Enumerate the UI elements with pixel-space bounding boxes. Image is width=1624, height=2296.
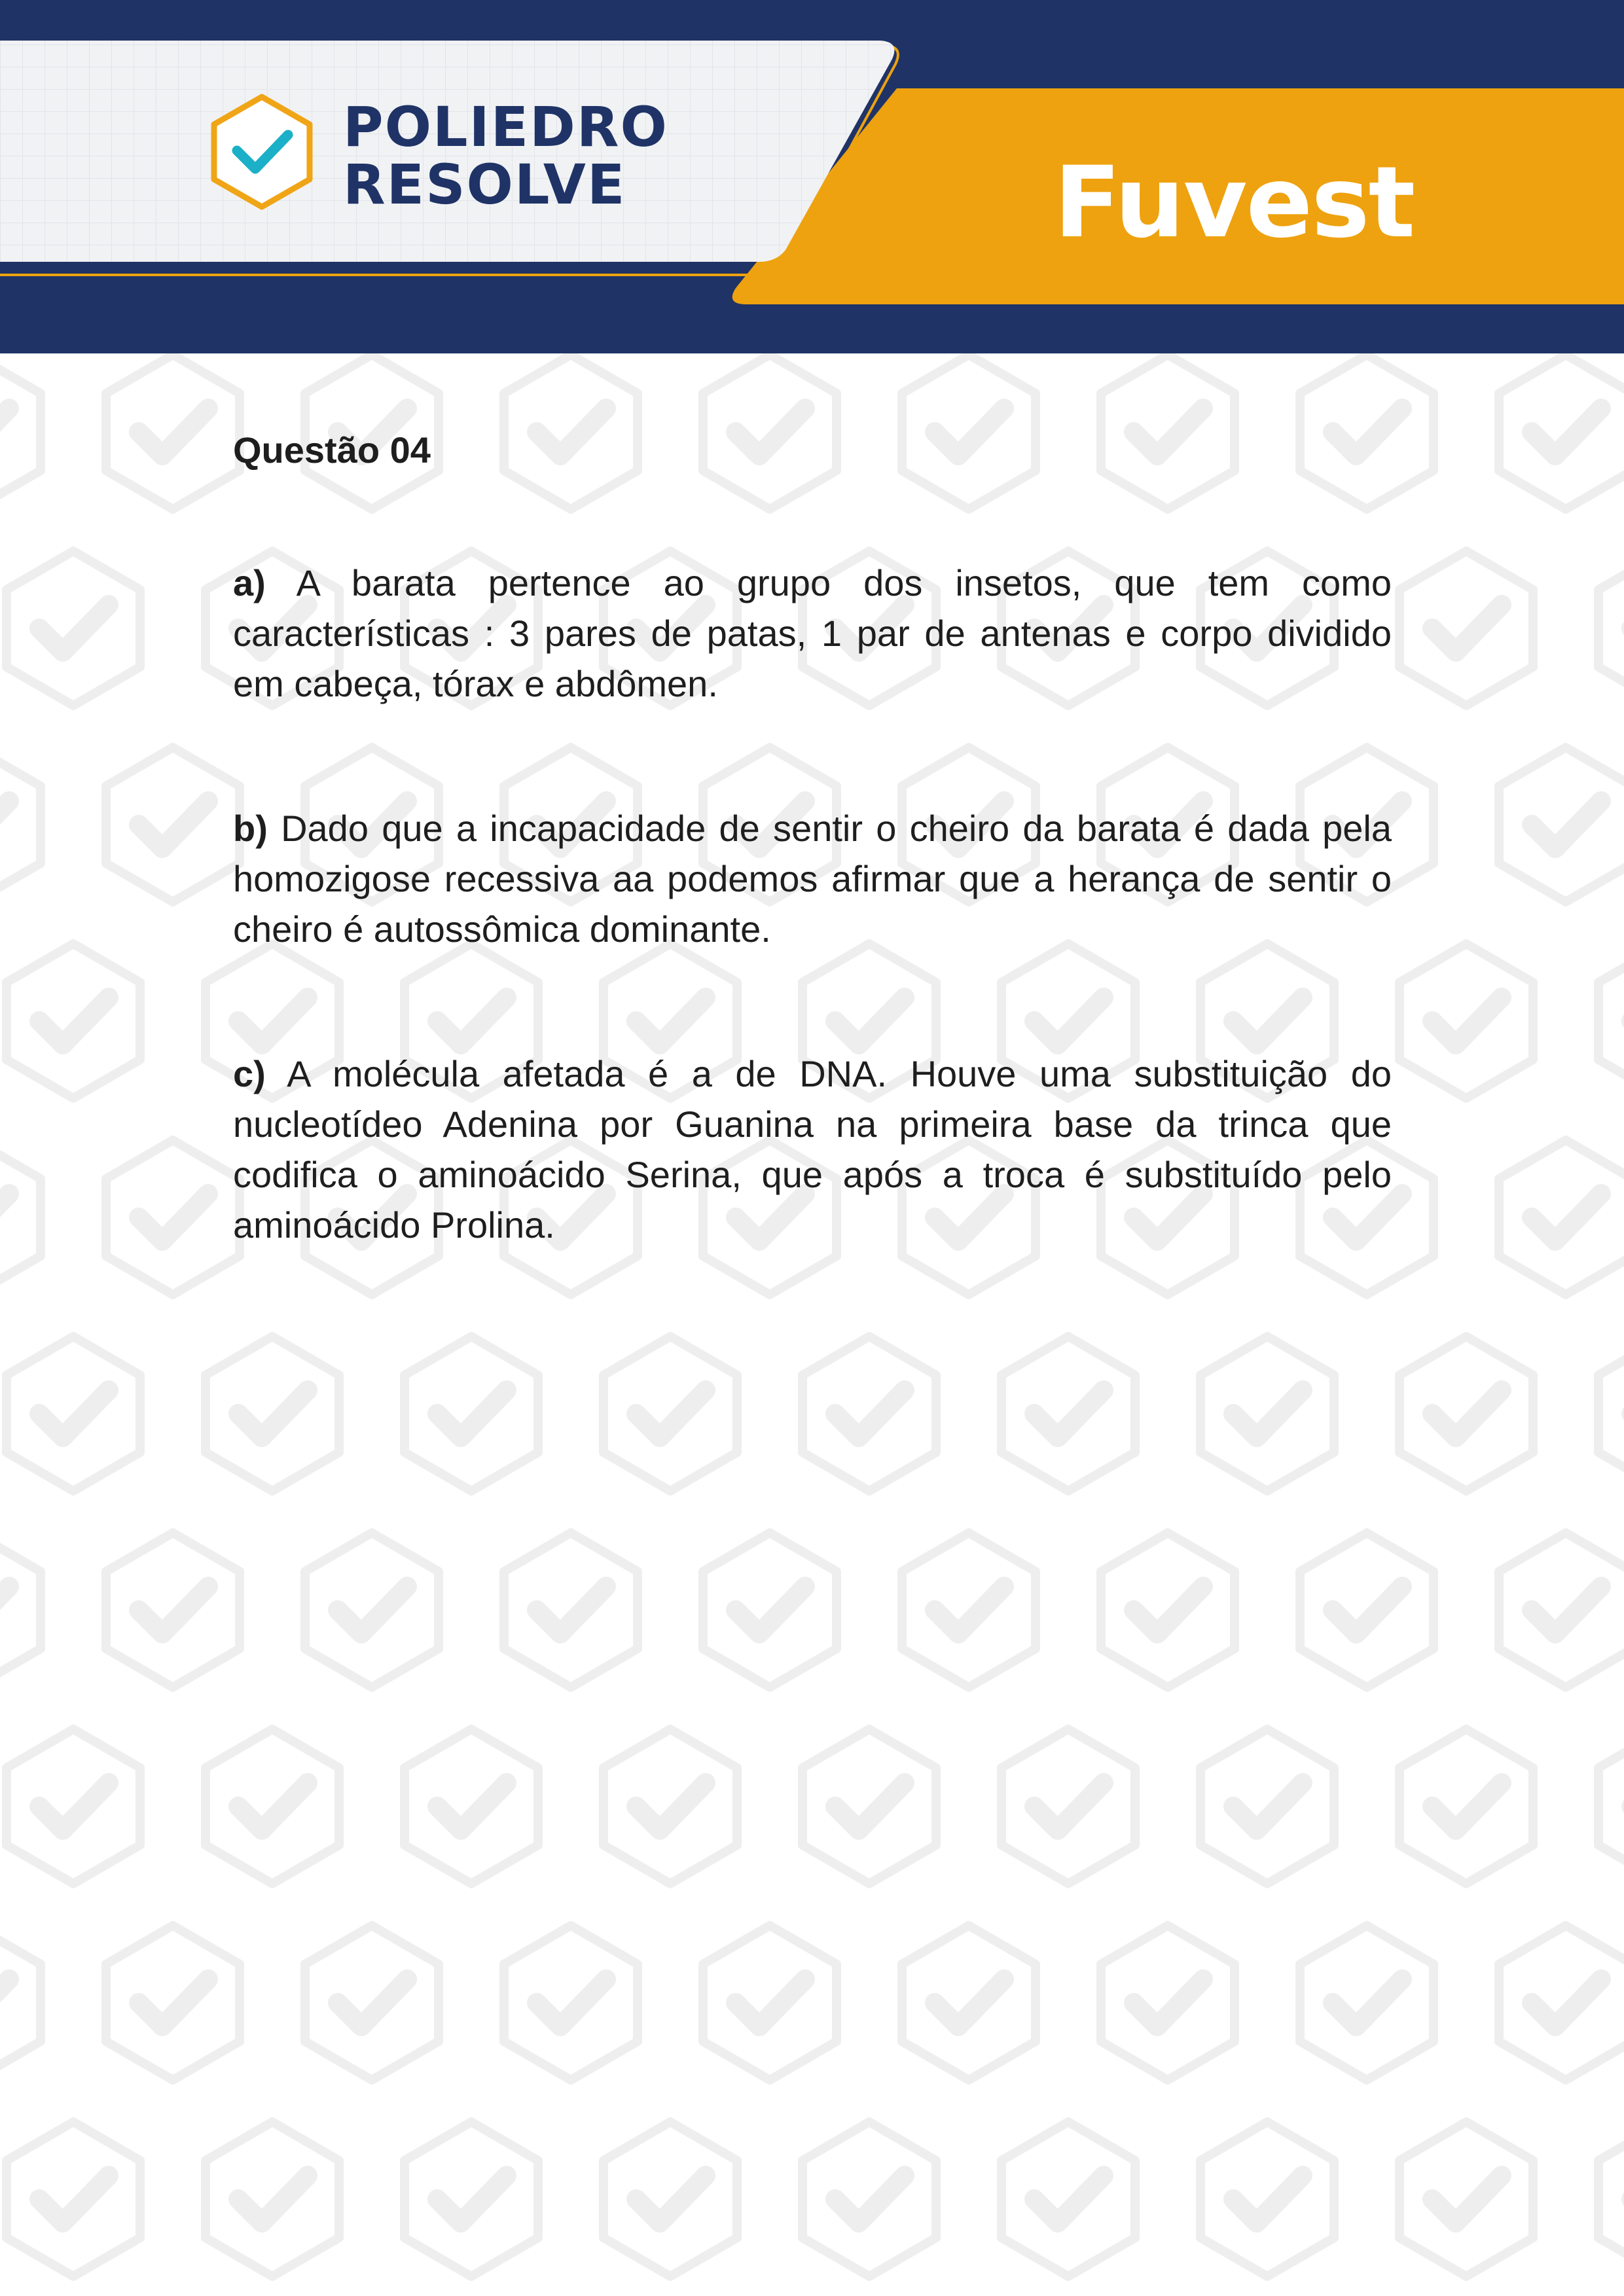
watermark-check-icon [106, 1140, 240, 1295]
watermark-check-icon [1200, 1729, 1334, 1884]
watermark-check-icon [405, 1729, 538, 1884]
watermark-check-icon [106, 1533, 240, 1687]
watermark-check-icon [1499, 1140, 1624, 1295]
watermark-check-icon [7, 944, 140, 1098]
watermark-check-icon [206, 1336, 339, 1491]
watermark-check-icon [1300, 1533, 1434, 1687]
answer-item-b [233, 803, 1392, 954]
watermark-check-icon [1399, 944, 1533, 1098]
watermark-check-icon [106, 1926, 240, 2080]
watermark-check-icon [1399, 1729, 1533, 1884]
answer-label: b) [233, 808, 268, 849]
watermark-check-icon [1598, 1336, 1624, 1491]
watermark-check-icon [1499, 1926, 1624, 2080]
watermark-check-icon [1598, 1729, 1624, 1884]
watermark-check-icon [1001, 1729, 1135, 1884]
poliedro-logo-check-icon [214, 97, 310, 207]
answer-text: A barata pertence ao grupo dos insetos, que tem como características : 3 pares de patas, 1 par de antenas e corpo dividido em cabeça, tórax e abdômen. [233, 562, 1392, 704]
watermark-check-icon [0, 355, 41, 509]
watermark-check-icon [7, 2122, 140, 2276]
watermark-check-icon [7, 1729, 140, 1884]
answer-label: c) [233, 1053, 266, 1094]
answer-item-a [233, 558, 1392, 709]
watermark-check-icon [1101, 1533, 1235, 1687]
watermark-check-icon [1598, 944, 1624, 1098]
exam-name: Fuvest [1054, 146, 1415, 260]
watermark-check-icon [405, 1336, 538, 1491]
watermark-check-icon [1399, 2122, 1533, 2276]
brand-name-line2: RESOLVE [343, 152, 626, 217]
watermark-check-icon [0, 1140, 41, 1295]
watermark-check-icon [1200, 1336, 1334, 1491]
answer-item-c [233, 1049, 1392, 1250]
watermark-check-icon [1499, 355, 1624, 509]
watermark-check-icon [106, 747, 240, 902]
watermark-check-icon [1598, 2122, 1624, 2276]
watermark-check-icon [305, 1533, 439, 1687]
watermark-check-icon [1001, 1336, 1135, 1491]
watermark-check-icon [703, 1533, 837, 1687]
watermark-check-icon [604, 1336, 737, 1491]
watermark-check-icon [803, 1729, 936, 1884]
watermark-check-icon [206, 2122, 339, 2276]
watermark-check-icon [1001, 2122, 1135, 2276]
watermark-check-icon [0, 1533, 41, 1687]
watermark-check-icon [405, 2122, 538, 2276]
watermark-check-icon [106, 355, 240, 509]
watermark-check-icon [305, 1926, 439, 2080]
watermark-check-icon [0, 747, 41, 902]
answer-label: a) [233, 562, 266, 603]
watermark-check-icon [1101, 1926, 1235, 2080]
watermark-check-icon [604, 1729, 737, 1884]
question-title: Questão 04 [233, 429, 431, 471]
watermark-check-icon [206, 1729, 339, 1884]
watermark-check-icon [902, 1533, 1036, 1687]
answer-text: A molécula afetada é a de DNA. Houve uma substituição do nucleotídeo Adenina por Guanina na primeira base da trinca que codifica o aminoácido Serina, que após a troca é substituído pelo aminoácido Prolina. [233, 1053, 1392, 1246]
watermark-check-icon [1499, 1533, 1624, 1687]
watermark-check-icon [703, 1926, 837, 2080]
answer-text: Dado que a incapacidade de sentir o cheiro da barata é dada pela homozigose recessiva aa podemos afirmar que a herança de sentir o cheiro é autossômica dominante. [233, 808, 1392, 950]
watermark-check-icon [803, 1336, 936, 1491]
brand-name-line1: POLIEDRO [343, 95, 668, 159]
watermark-check-icon [504, 1533, 638, 1687]
watermark-check-icon [803, 2122, 936, 2276]
answer-content [233, 419, 1392, 1250]
watermark-check-icon [7, 551, 140, 706]
watermark-check-icon [1399, 551, 1533, 706]
watermark-check-icon [1300, 1926, 1434, 2080]
watermark-check-icon [7, 1336, 140, 1491]
watermark-check-icon [604, 2122, 737, 2276]
watermark-check-icon [1598, 551, 1624, 706]
watermark-check-icon [0, 1926, 41, 2080]
watermark-check-icon [1399, 1336, 1533, 1491]
watermark-check-icon [504, 1926, 638, 2080]
watermark-check-icon [1499, 747, 1624, 902]
watermark-check-icon [1200, 2122, 1334, 2276]
watermark-check-icon [902, 1926, 1036, 2080]
